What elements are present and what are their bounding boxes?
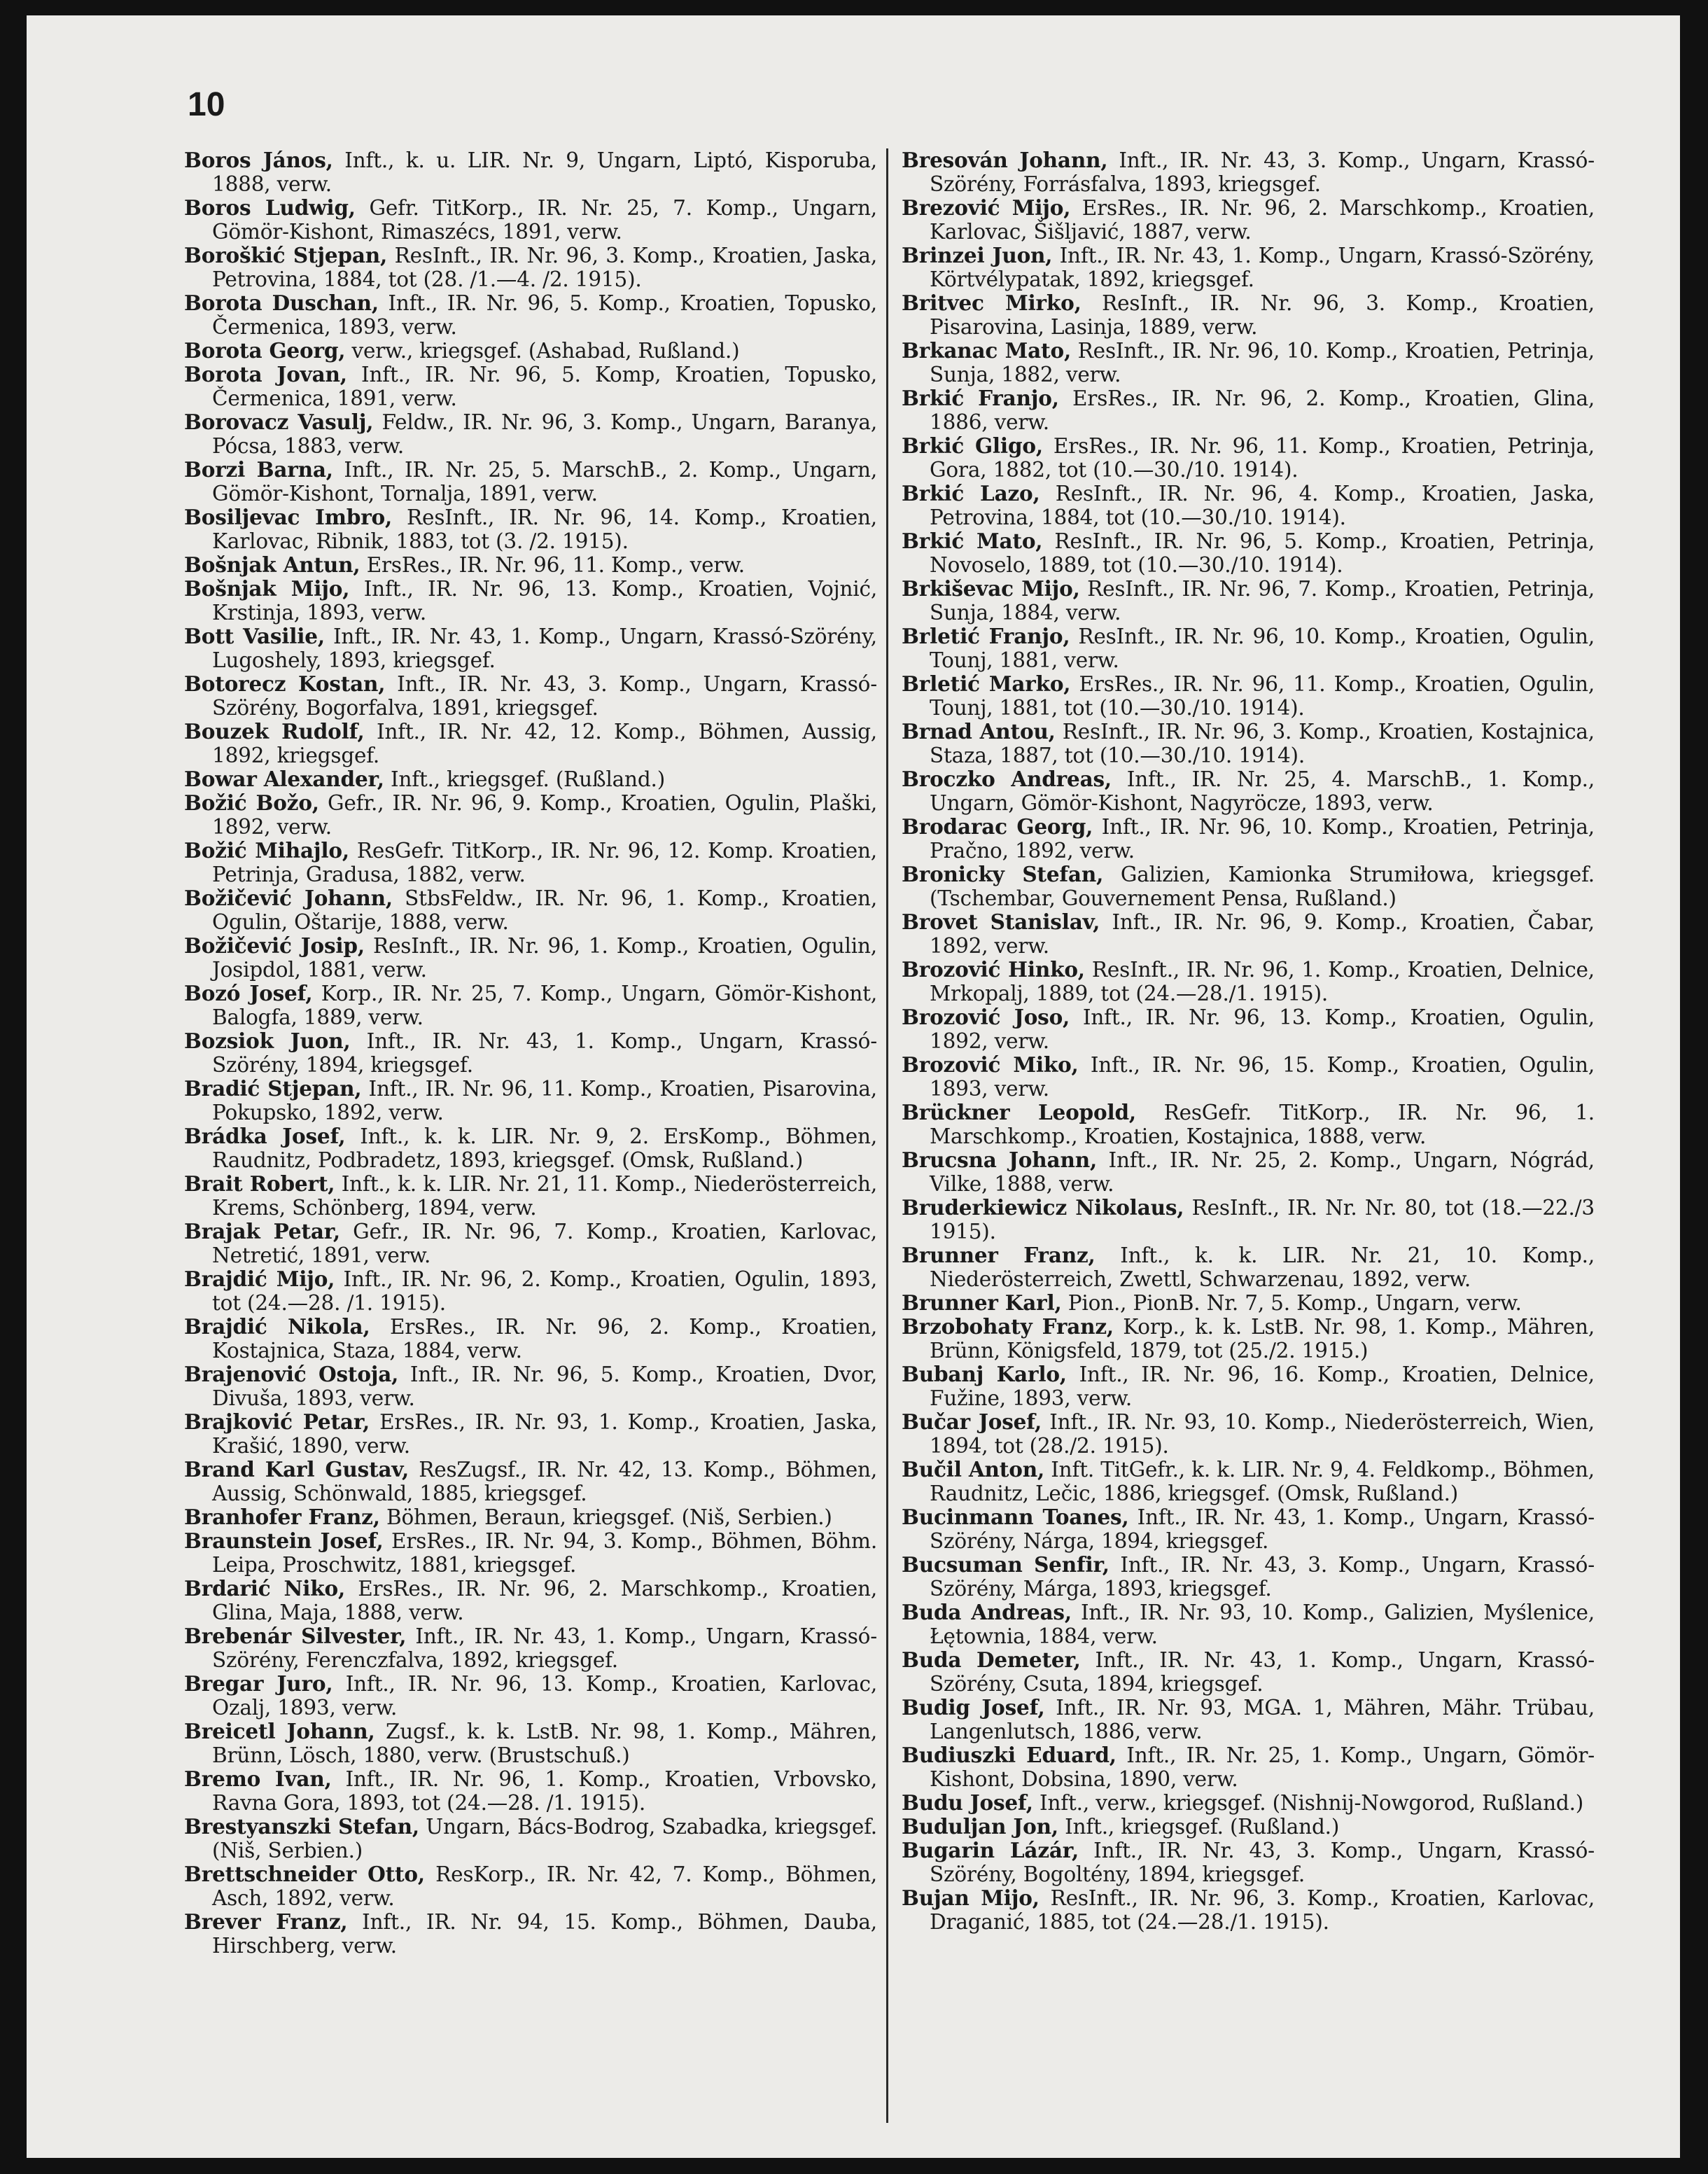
entry-details: Inft., IR. Nr. 96, 5. Komp., Kroatien, Dvor, Divuša, 1893, verw.	[212, 1363, 877, 1410]
entry-details: ResInft., IR. Nr. 96, 3. Komp., Kroatien, Jaska, Petrovina, 1884, tot (28. /1.—4. /2. 1915).	[212, 244, 878, 291]
entry-name: Bruderkiewicz Nikolaus,	[902, 1195, 1184, 1220]
entry-name: Borovacz Vasulj,	[184, 410, 374, 434]
register-entry	[184, 1624, 877, 1672]
entry-name: Bronicky Stefan,	[902, 862, 1104, 886]
entry-details: Inft., IR. Nr. 96, 13. Komp., Kroatien, Ogulin, 1892, verw.	[930, 1005, 1595, 1053]
register-entry	[184, 1672, 877, 1720]
entry-details: Galizien, Kamionka Strumiłowa, kriegsgef. (Tschembar, Gouvernement Pensa, Rußland.)	[930, 863, 1595, 910]
entry-details: ErsRes., IR. Nr. 96, 2. Komp., Kroatien, Kostajnica, Staza, 1884, verw.	[212, 1315, 877, 1363]
entry-name: Bošnjak Antun,	[184, 552, 360, 577]
entry-name: Bozsiok Juon,	[184, 1029, 351, 1053]
entry-name: Borota Georg,	[184, 338, 346, 363]
entry-name: Brletić Marko,	[902, 671, 1071, 696]
register-entry	[184, 196, 877, 244]
entry-name: Brajdić Mijo,	[184, 1267, 335, 1291]
entry-name: Branhofer Franz,	[184, 1505, 380, 1529]
entry-details: ResInft., IR. Nr. 96, 1. Komp., Kroatien, Ogulin, Josipdol, 1881, verw.	[212, 934, 877, 982]
entry-name: Brückner Leopold,	[902, 1100, 1136, 1124]
entry-details: ResInft., IR. Nr. 96, 10. Komp., Kroatien, Petrinja, Sunja, 1882, verw.	[930, 339, 1595, 386]
entry-details: ErsRes., IR. Nr. 96, 2. Marschkomp., Kroatien, Glina, Maja, 1888, verw.	[212, 1577, 877, 1624]
right-column	[902, 148, 1595, 1934]
entry-name: Brovet Stanislav,	[902, 910, 1100, 934]
entry-details: ResInft., IR. Nr. 96, 10. Komp., Kroatien, Ogulin, Tounj, 1881, verw.	[930, 625, 1595, 672]
entry-details: Inft., IR. Nr. 96, 11. Komp., Kroatien, Pisarovina, Pokupsko, 1892, verw.	[212, 1077, 877, 1124]
register-entry	[184, 244, 877, 291]
document-page	[27, 15, 1680, 2158]
entry-details: Inft., IR. Nr. 93, MGA. 1, Mähren, Mähr. Trübau, Langenlutsch, 1886, verw.	[930, 1696, 1595, 1743]
register-entry	[902, 625, 1595, 672]
register-entry	[902, 1601, 1595, 1648]
entry-name: Bucsuman Senfir,	[902, 1552, 1110, 1577]
register-entry	[902, 196, 1595, 244]
entry-name: Borota Duschan,	[184, 291, 379, 315]
register-entry	[902, 815, 1595, 863]
register-entry	[184, 1458, 877, 1505]
entry-details: Inft., IR. Nr. 93, 10. Komp., Niederösterreich, Wien, 1894, tot (28./2. 1915).	[930, 1410, 1595, 1458]
entry-name: Brdarić Niko,	[184, 1576, 346, 1601]
entry-name: Bozó Josef,	[184, 981, 313, 1005]
entry-name: Boros János,	[184, 148, 333, 172]
entry-details: ResInft., IR. Nr. Nr. 80, tot (18.—22./3 1915).	[930, 1196, 1595, 1243]
entry-details: Inft., IR. Nr. 96, 1. Komp., Kroatien, Vrbovsko, Ravna Gora, 1893, tot (24.—28. /1. 1915).	[212, 1767, 877, 1815]
entry-details: Inft., IR. Nr. 25, 5. MarschB., 2. Komp., Ungarn, Gömör-Kishont, Tornalja, 1891, verw.	[212, 458, 877, 506]
register-entry	[902, 1363, 1595, 1410]
register-entry	[902, 672, 1595, 720]
register-entry	[184, 1029, 877, 1077]
register-entry	[184, 1505, 877, 1529]
entry-name: Brozović Joso,	[902, 1005, 1070, 1029]
entry-details: Gefr., IR. Nr. 96, 7. Komp., Kroatien, Karlovac, Netretić, 1891, verw.	[212, 1220, 877, 1267]
entry-name: Bošnjak Mijo,	[184, 576, 350, 601]
register-entry	[902, 863, 1595, 910]
entry-name: Brzobohaty Franz,	[902, 1314, 1114, 1339]
entry-details: Inft., IR. Nr. 96, 15. Komp., Kroatien, Ogulin, 1893, verw.	[930, 1053, 1595, 1101]
register-entry	[184, 1172, 877, 1220]
entry-details: Zugsf., k. k. LstB. Nr. 98, 1. Komp., Mähren, Brünn, Lösch, 1880, verw. (Brustschuß.)	[212, 1720, 877, 1767]
entry-details: Inft., IR. Nr. 43, 1. Komp., Ungarn, Krassó-Szörény, 1894, kriegsgef.	[212, 1029, 877, 1077]
register-entry	[184, 767, 877, 791]
entry-name: Brajak Petar,	[184, 1219, 340, 1243]
register-entry	[184, 363, 877, 410]
entry-name: Bregar Juro,	[184, 1671, 333, 1696]
entry-details: Inft., kriegsgef. (Rußland.)	[391, 767, 666, 791]
register-entry	[184, 1815, 877, 1862]
entry-details: Inft., IR. Nr. 43, 1. Komp., Ungarn, Krassó-Szörény, Csuta, 1894, kriegsgef.	[930, 1648, 1595, 1696]
register-entry	[902, 720, 1595, 767]
entry-details: Inft., k. u. LIR. Nr. 9, Ungarn, Liptó, Kisporuba, 1888, verw.	[212, 148, 877, 196]
entry-details: ResGefr. TitKorp., IR. Nr. 96, 12. Komp. Kroatien, Petrinja, Gradusa, 1882, verw.	[212, 839, 877, 886]
entry-name: Botorecz Kostan,	[184, 671, 386, 696]
register-entry	[902, 1791, 1595, 1815]
entry-name: Brinzei Juon,	[902, 243, 1053, 267]
entry-details: Inft., k. k. LIR. Nr. 21, 11. Komp., Niederösterreich, Krems, Schönberg, 1894, verw.	[212, 1172, 877, 1220]
register-entry	[184, 982, 877, 1029]
register-entry	[184, 672, 877, 720]
entry-name: Brunner Karl,	[902, 1290, 1062, 1315]
register-entry	[184, 1220, 877, 1267]
entry-details: Gefr., IR. Nr. 96, 9. Komp., Kroatien, Ogulin, Plaški, 1892, verw.	[212, 791, 877, 839]
register-entry	[184, 339, 877, 363]
entry-details: Inft., IR. Nr. 96, 13. Komp., Kroatien, Karlovac, Ozalj, 1893, verw.	[212, 1672, 877, 1720]
entry-name: Brever Franz,	[184, 1909, 348, 1934]
entry-details: ResKorp., IR. Nr. 42, 7. Komp., Böhmen, Asch, 1892, verw.	[212, 1862, 877, 1910]
register-entry	[184, 458, 877, 506]
register-entry	[184, 553, 877, 577]
entry-details: ResInft., IR. Nr. 96, 3. Komp., Kroatien, Pisarovina, Lasinja, 1889, verw.	[930, 291, 1595, 339]
entry-details: ErsRes., IR. Nr. 94, 3. Komp., Böhmen, Böhm. Leipa, Proschwitz, 1881, kriegsgef.	[212, 1529, 877, 1577]
register-entry	[184, 1124, 877, 1172]
entry-name: Bujan Mijo,	[902, 1886, 1040, 1910]
entry-name: Bugarin Lázár,	[902, 1838, 1079, 1862]
entry-details: Inft., IR. Nr. 96, 16. Komp., Kroatien, Delnice, Fužine, 1893, verw.	[930, 1363, 1595, 1410]
entry-details: ResInft., IR. Nr. 96, 5. Komp., Kroatien, Petrinja, Novoselo, 1889, tot (10.—30./10. 1914).	[930, 529, 1595, 577]
register-entry	[902, 1196, 1595, 1243]
entry-name: Bremo Ivan,	[184, 1767, 332, 1791]
entry-name: Božičević Johann,	[184, 886, 393, 910]
entry-details: ResInft., IR. Nr. 96, 14. Komp., Kroatien, Karlovac, Ribnik, 1883, tot (3. /2. 1915).	[212, 506, 877, 553]
entry-name: Brádka Josef,	[184, 1124, 346, 1148]
entry-name: Braunstein Josef,	[184, 1528, 384, 1553]
register-entry	[902, 1553, 1595, 1601]
entry-details: ErsRes., IR. Nr. 93, 1. Komp., Kroatien, Jaska, Krašić, 1890, verw.	[212, 1410, 878, 1458]
register-entry	[184, 1862, 877, 1910]
entry-name: Božičević Josip,	[184, 933, 365, 958]
entry-name: Britvec Mirko,	[902, 291, 1082, 315]
entry-details: Inft., IR. Nr. 43, 3. Komp., Ungarn, Krassó-Szörény, Márga, 1893, kriegsgef.	[930, 1553, 1595, 1601]
entry-details: Gefr. TitKorp., IR. Nr. 25, 7. Komp., Ungarn, Gömör-Kishont, Rimaszécs, 1891, verw.	[212, 196, 877, 244]
register-entry	[902, 1101, 1595, 1148]
entry-name: Bučar Josef,	[902, 1409, 1042, 1434]
entry-name: Bott Vasilie,	[184, 624, 325, 648]
entry-details: Inft., IR. Nr. 43, 1. Komp., Ungarn, Krassó-Szörény, Lugoshely, 1893, kriegsgef.	[212, 625, 877, 672]
register-entry	[902, 1648, 1595, 1696]
entry-name: Brkić Lazo,	[902, 481, 1040, 506]
entry-name: Brkiševac Mijo,	[902, 576, 1080, 601]
register-entry	[902, 482, 1595, 529]
register-entry	[902, 291, 1595, 339]
register-entry	[902, 148, 1595, 196]
register-entry	[902, 529, 1595, 577]
entry-name: Brnad Antou,	[902, 719, 1056, 744]
register-entry	[902, 1886, 1595, 1934]
entry-name: Brodarac Georg,	[902, 814, 1093, 839]
register-entry	[184, 839, 877, 886]
register-entry	[902, 1410, 1595, 1458]
entry-details: Inft. TitGefr., k. k. LIR. Nr. 9, 4. Feldkomp., Böhmen, Raudnitz, Lečic, 1886, kriegsgef. (Omsk, Rußland.)	[930, 1458, 1595, 1505]
entry-details: Inft., verw., kriegsgef. (Nishnij-Nowgorod, Rußland.)	[1040, 1791, 1584, 1815]
register-entry	[184, 1267, 877, 1315]
register-entry	[184, 148, 877, 196]
entry-name: Brkić Franjo,	[902, 386, 1059, 410]
page-number: 10	[188, 86, 225, 123]
entry-details: StbsFeldw., IR. Nr. 96, 1. Komp., Kroatien, Ogulin, Oštarije, 1888, verw.	[212, 886, 877, 934]
entry-details: Inft., k. k. LIR. Nr. 21, 10. Komp., Niederösterreich, Zwettl, Schwarzenau, 1892, verw.	[930, 1243, 1595, 1291]
register-entry	[184, 577, 877, 625]
entry-details: ResInft., IR. Nr. 96, 3. Komp., Kroatien, Karlovac, Draganić, 1885, tot (24.—28./1. 1915).	[930, 1886, 1595, 1934]
entry-name: Budu Josef,	[902, 1790, 1033, 1815]
entry-name: Bresován Johann,	[902, 148, 1108, 172]
entry-name: Buduljan Jon,	[902, 1814, 1058, 1839]
register-entry	[184, 1077, 877, 1124]
entry-details: ResInft., IR. Nr. 96, 4. Komp., Kroatien, Jaska, Petrovina, 1884, tot (10.—30./10. 1914).	[930, 482, 1595, 529]
entry-details: Korp., IR. Nr. 25, 7. Komp., Ungarn, Gömör-Kishont, Balogfa, 1889, verw.	[212, 982, 878, 1029]
entry-details: Inft., kriegsgef. (Rußland.)	[1065, 1815, 1340, 1839]
register-entry	[184, 886, 877, 934]
entry-name: Brletić Franjo,	[902, 624, 1070, 648]
entry-details: Inft., IR. Nr. 96, 5. Komp., Kroatien, Topusko, Čermenica, 1893, verw.	[212, 291, 877, 339]
register-entry	[184, 506, 877, 553]
entry-details: Inft., IR. Nr. 96, 9. Komp., Kroatien, Čabar, 1892, verw.	[930, 910, 1595, 958]
register-entry	[184, 1410, 877, 1458]
register-entry	[902, 1743, 1595, 1791]
register-entry	[184, 1910, 877, 1958]
entry-name: Budig Josef,	[902, 1695, 1045, 1720]
entry-details: ErsRes., IR. Nr. 96, 11. Komp., Kroatien, Petrinja, Gora, 1882, tot (10.—30./10. 1914).	[930, 434, 1595, 482]
entry-details: Böhmen, Beraun, kriegsgef. (Niš, Serbien.)	[386, 1505, 832, 1529]
entry-name: Brozović Hinko,	[902, 957, 1085, 982]
register-entry	[184, 1529, 877, 1577]
register-entry	[902, 767, 1595, 815]
entry-name: Brebenár Silvester,	[184, 1624, 407, 1648]
entry-details: Inft., IR. Nr. 43, 1. Komp., Ungarn, Krassó-Szörény, Körtvélypatak, 1892, kriegsgef.	[930, 244, 1595, 291]
entry-details: Inft., IR. Nr. 96, 10. Komp., Kroatien, Petrinja, Pračno, 1892, verw.	[930, 815, 1595, 863]
register-entry	[902, 958, 1595, 1005]
register-entry	[184, 791, 877, 839]
entry-name: Brunner Franz,	[902, 1243, 1096, 1267]
entry-name: Božić Mihajlo,	[184, 838, 349, 863]
entry-name: Božić Božo,	[184, 790, 319, 815]
entry-name: Brozović Miko,	[902, 1052, 1079, 1077]
register-entry	[184, 1577, 877, 1624]
register-entry	[902, 1696, 1595, 1743]
entry-details: ResInft., IR. Nr. 96, 1. Komp., Kroatien, Delnice, Mrkopalj, 1889, tot (24.—28./1. 1915).	[930, 958, 1595, 1005]
entry-details: Inft., IR. Nr. 96, 13. Komp., Kroatien, Vojnić, Krstinja, 1893, verw.	[212, 577, 877, 625]
entry-name: Borzi Barna,	[184, 457, 333, 482]
entry-details: verw., kriegsgef. (Ashabad, Rußland.)	[351, 339, 740, 363]
register-entry	[902, 577, 1595, 625]
entry-details: Inft., IR. Nr. 42, 12. Komp., Böhmen, Aussig, 1892, kriegsgef.	[212, 720, 877, 767]
column-divider	[886, 148, 888, 2123]
entry-details: Ungarn, Bács-Bodrog, Szabadka, kriegsgef. (Niš, Serbien.)	[212, 1815, 877, 1862]
entry-details: Inft., IR. Nr. 96, 5. Komp, Kroatien, Topusko, Čermenica, 1891, verw.	[212, 363, 877, 410]
entry-details: Korp., k. k. LstB. Nr. 98, 1. Komp., Mähren, Brünn, Königsfeld, 1879, tot (25./2. 1915.)	[930, 1315, 1595, 1363]
entry-name: Brajdić Nikola,	[184, 1314, 370, 1339]
entry-details: Inft., IR. Nr. 43, 3. Komp., Ungarn, Krassó-Szörény, Bogorfalva, 1891, kriegsgef.	[212, 672, 877, 720]
entry-name: Brucsna Johann,	[902, 1148, 1098, 1172]
entry-name: Budiuszki Eduard,	[902, 1743, 1116, 1767]
register-entry	[184, 291, 877, 339]
register-entry	[902, 1291, 1595, 1315]
entry-name: Bouzek Rudolf,	[184, 719, 365, 744]
entry-name: Brkić Gligo,	[902, 433, 1043, 458]
entry-details: ResZugsf., IR. Nr. 42, 13. Komp., Böhmen, Aussig, Schönwald, 1885, kriegsgef.	[212, 1458, 878, 1505]
entry-name: Bosiljevac Imbro,	[184, 505, 393, 529]
entry-name: Brand Karl Gustav,	[184, 1457, 410, 1482]
entry-name: Brait Robert,	[184, 1171, 335, 1196]
register-entry	[184, 1363, 877, 1410]
entry-details: Inft., IR. Nr. 43, 3. Komp., Ungarn, Krassó-Szörény, Bogoltény, 1894, kriegsgef.	[930, 1839, 1595, 1886]
entry-name: Bučil Anton,	[902, 1457, 1045, 1482]
register-entry	[184, 625, 877, 672]
entry-details: Inft., k. k. LIR. Nr. 9, 2. ErsKomp., Böhmen, Raudnitz, Podbradetz, 1893, kriegsgef. (Omsk, Rußland.)	[212, 1124, 877, 1172]
entry-name: Brestyanszki Stefan,	[184, 1814, 419, 1839]
register-entry	[902, 1458, 1595, 1505]
entry-name: Broczko Andreas,	[902, 767, 1112, 791]
register-entry	[184, 720, 877, 767]
entry-details: Inft., IR. Nr. 43, 3. Komp., Ungarn, Krassó-Szörény, Forrásfalva, 1893, kriegsgef.	[930, 148, 1595, 196]
entry-details: ErsRes., IR. Nr. 96, 2. Marschkomp., Kroatien, Karlovac, Šišljavić, 1887, verw.	[930, 196, 1595, 244]
entry-details: Feldw., IR. Nr. 96, 3. Komp., Ungarn, Baranya, Pócsa, 1883, verw.	[212, 410, 877, 458]
register-entry	[902, 1815, 1595, 1839]
entry-name: Buda Demeter,	[902, 1647, 1081, 1672]
left-column	[184, 148, 877, 1958]
register-entry	[902, 1839, 1595, 1886]
register-entry	[902, 434, 1595, 482]
register-entry	[902, 1243, 1595, 1291]
register-entry	[902, 386, 1595, 434]
register-entry	[902, 1053, 1595, 1101]
entry-details: ResGefr. TitKorp., IR. Nr. 96, 1. Marschkomp., Kroatien, Kostajnica, 1888, verw.	[930, 1101, 1595, 1148]
entry-name: Brajenović Ostoja,	[184, 1362, 399, 1386]
entry-details: ErsRes., IR. Nr. 96, 11. Komp., Kroatien, Ogulin, Tounj, 1881, tot (10.—30./10. 1914).	[930, 672, 1595, 720]
register-entry	[902, 1315, 1595, 1363]
entry-details: Inft., IR. Nr. 43, 1. Komp., Ungarn, Krassó-Szörény, Ferenczfalva, 1892, kriegsgef.	[212, 1624, 877, 1672]
entry-details: Inft., IR. Nr. 25, 1. Komp., Ungarn, Gömör-Kishont, Dobsina, 1890, verw.	[930, 1743, 1595, 1791]
entry-name: Brettschneider Otto,	[184, 1862, 425, 1886]
register-entry	[902, 339, 1595, 386]
entry-details: ErsRes., IR. Nr. 96, 2. Komp., Kroatien, Glina, 1886, verw.	[930, 386, 1595, 434]
register-entry	[902, 1148, 1595, 1196]
register-entry	[184, 1315, 877, 1363]
entry-name: Breicetl Johann,	[184, 1719, 375, 1743]
register-entry	[902, 910, 1595, 958]
entry-name: Brajković Petar,	[184, 1409, 370, 1434]
entry-name: Bradić Stjepan,	[184, 1076, 362, 1101]
entry-details: Inft., IR. Nr. 25, 4. MarschB., 1. Komp., Ungarn, Gömör-Kishont, Nagyröcze, 1893, verw.	[930, 767, 1595, 815]
register-entry	[184, 1767, 877, 1815]
entry-name: Bubanj Karlo,	[902, 1362, 1067, 1386]
entry-name: Bowar Alexander,	[184, 767, 384, 791]
register-entry	[184, 410, 877, 458]
entry-details: Pion., PionB. Nr. 7, 5. Komp., Ungarn, verw.	[1068, 1291, 1522, 1315]
entry-name: Borota Jovan,	[184, 362, 347, 386]
entry-details: Inft., IR. Nr. 96, 2. Komp., Kroatien, Ogulin, 1893, tot (24.—28. /1. 1915).	[212, 1267, 877, 1315]
entry-details: Inft., IR. Nr. 93, 10. Komp., Galizien, Myślenice, Łętownia, 1884, verw.	[930, 1601, 1595, 1648]
entry-name: Bucinmann Toanes,	[902, 1505, 1129, 1529]
entry-details: ResInft., IR. Nr. 96, 7. Komp., Kroatien, Petrinja, Sunja, 1884, verw.	[930, 577, 1595, 625]
entry-name: Brkić Mato,	[902, 529, 1043, 553]
entry-name: Boros Ludwig,	[184, 195, 356, 220]
entry-name: Brkanac Mato,	[902, 338, 1072, 363]
entry-details: ErsRes., IR. Nr. 96, 11. Komp., verw.	[366, 553, 745, 577]
entry-details: Inft., IR. Nr. 25, 2. Komp., Ungarn, Nógrád, Vilke, 1888, verw.	[930, 1148, 1595, 1196]
entry-details: Inft., IR. Nr. 94, 15. Komp., Böhmen, Dauba, Hirschberg, verw.	[212, 1910, 877, 1958]
entry-name: Buda Andreas,	[902, 1600, 1072, 1624]
register-entry	[184, 934, 877, 982]
entry-details: Inft., IR. Nr. 43, 1. Komp., Ungarn, Krassó-Szörény, Nárga, 1894, kriegsgef.	[930, 1505, 1595, 1553]
entry-name: Brezović Mijo,	[902, 195, 1071, 220]
entry-name: Boroškić Stjepan,	[184, 243, 388, 267]
register-entry	[902, 244, 1595, 291]
entry-details: ResInft., IR. Nr. 96, 3. Komp., Kroatien, Kostajnica, Staza, 1887, tot (10.—30./10. 1914).	[930, 720, 1595, 767]
register-entry	[184, 1720, 877, 1767]
register-entry	[902, 1005, 1595, 1053]
register-entry	[902, 1505, 1595, 1553]
